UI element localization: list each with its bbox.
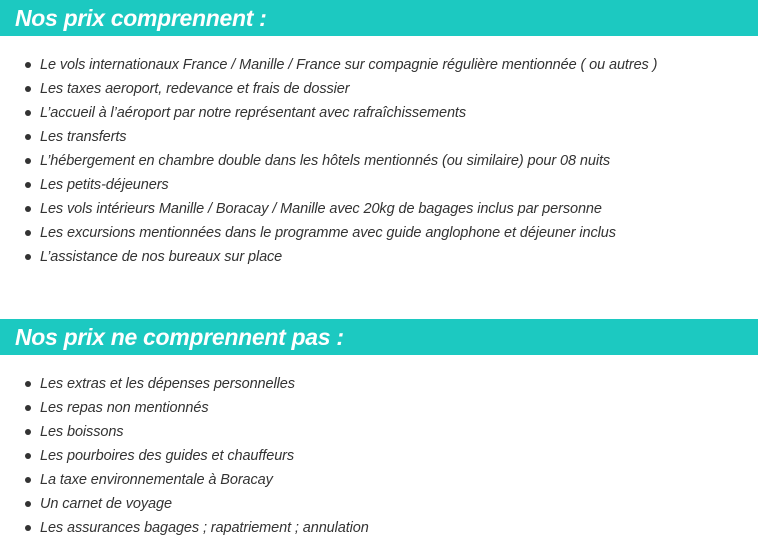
bullet-icon bbox=[25, 429, 31, 435]
list-item bbox=[0, 101, 657, 125]
list-item-text: Les boissons bbox=[40, 424, 124, 440]
list-item bbox=[0, 372, 369, 396]
list-item bbox=[0, 149, 657, 173]
list-item bbox=[0, 396, 369, 420]
included-section-title: Nos prix comprennent : bbox=[15, 4, 267, 31]
list-item bbox=[0, 77, 657, 101]
bullet-icon bbox=[25, 501, 31, 507]
list-item bbox=[0, 197, 657, 221]
list-item-text: Les vols intérieurs Manille / Boracay / Manille avec 20kg de bagages inclus par personne bbox=[40, 201, 602, 217]
bullet-icon bbox=[25, 405, 31, 411]
bullet-icon bbox=[25, 110, 31, 116]
list-item-text: L’accueil à l’aéroport par notre représentant avec rafraîchissements bbox=[40, 105, 467, 121]
list-item bbox=[0, 516, 369, 540]
bullet-icon bbox=[25, 86, 31, 92]
list-item-text: La taxe environnementale à Boracay bbox=[40, 472, 273, 488]
bullet-icon bbox=[25, 381, 31, 387]
included-items-list bbox=[0, 53, 657, 269]
list-item-text: Un carnet de voyage bbox=[40, 496, 172, 512]
list-item-text: Les assurances bagages ; rapatriement ; annulation bbox=[40, 520, 369, 536]
bullet-icon bbox=[25, 230, 31, 236]
bullet-icon bbox=[25, 453, 31, 459]
list-item bbox=[0, 420, 369, 444]
list-item bbox=[0, 221, 657, 245]
list-item-text: Les petits-déjeuners bbox=[40, 177, 169, 193]
list-item-text: Les taxes aeroport, redevance et frais de dossier bbox=[40, 81, 350, 97]
bullet-icon bbox=[25, 182, 31, 188]
list-item-text: L’hébergement en chambre double dans les hôtels mentionnés (ou similaire) pour 08 nuits bbox=[40, 153, 611, 169]
excluded-items-list bbox=[0, 372, 369, 540]
list-item bbox=[0, 53, 657, 77]
list-item bbox=[0, 125, 657, 149]
list-item-text: Le vols internationaux France / Manille / France sur compagnie régulière mentionnée ( ou autres ) bbox=[40, 57, 658, 73]
bullet-icon bbox=[25, 206, 31, 212]
excluded-section-title: Nos prix ne comprennent pas : bbox=[15, 323, 344, 350]
list-item bbox=[0, 245, 657, 269]
bullet-icon bbox=[25, 158, 31, 164]
bullet-icon bbox=[25, 62, 31, 68]
bullet-icon bbox=[25, 134, 31, 140]
list-item-text: L’assistance de nos bureaux sur place bbox=[40, 249, 283, 265]
bullet-icon bbox=[25, 254, 31, 260]
list-item-text: Les transferts bbox=[40, 129, 127, 145]
list-item bbox=[0, 468, 369, 492]
bullet-icon bbox=[25, 477, 31, 483]
bullet-icon bbox=[25, 525, 31, 531]
included-section-header bbox=[0, 0, 758, 36]
list-item-text: Les extras et les dépenses personnelles bbox=[40, 376, 295, 392]
list-item bbox=[0, 492, 369, 516]
list-item-text: Les excursions mentionnées dans le programme avec guide anglophone et déjeuner inclus bbox=[40, 225, 616, 241]
list-item bbox=[0, 444, 369, 468]
list-item-text: Les repas non mentionnés bbox=[40, 400, 209, 416]
list-item-text: Les pourboires des guides et chauffeurs bbox=[40, 448, 295, 464]
list-item bbox=[0, 173, 657, 197]
excluded-section-header bbox=[0, 319, 758, 355]
